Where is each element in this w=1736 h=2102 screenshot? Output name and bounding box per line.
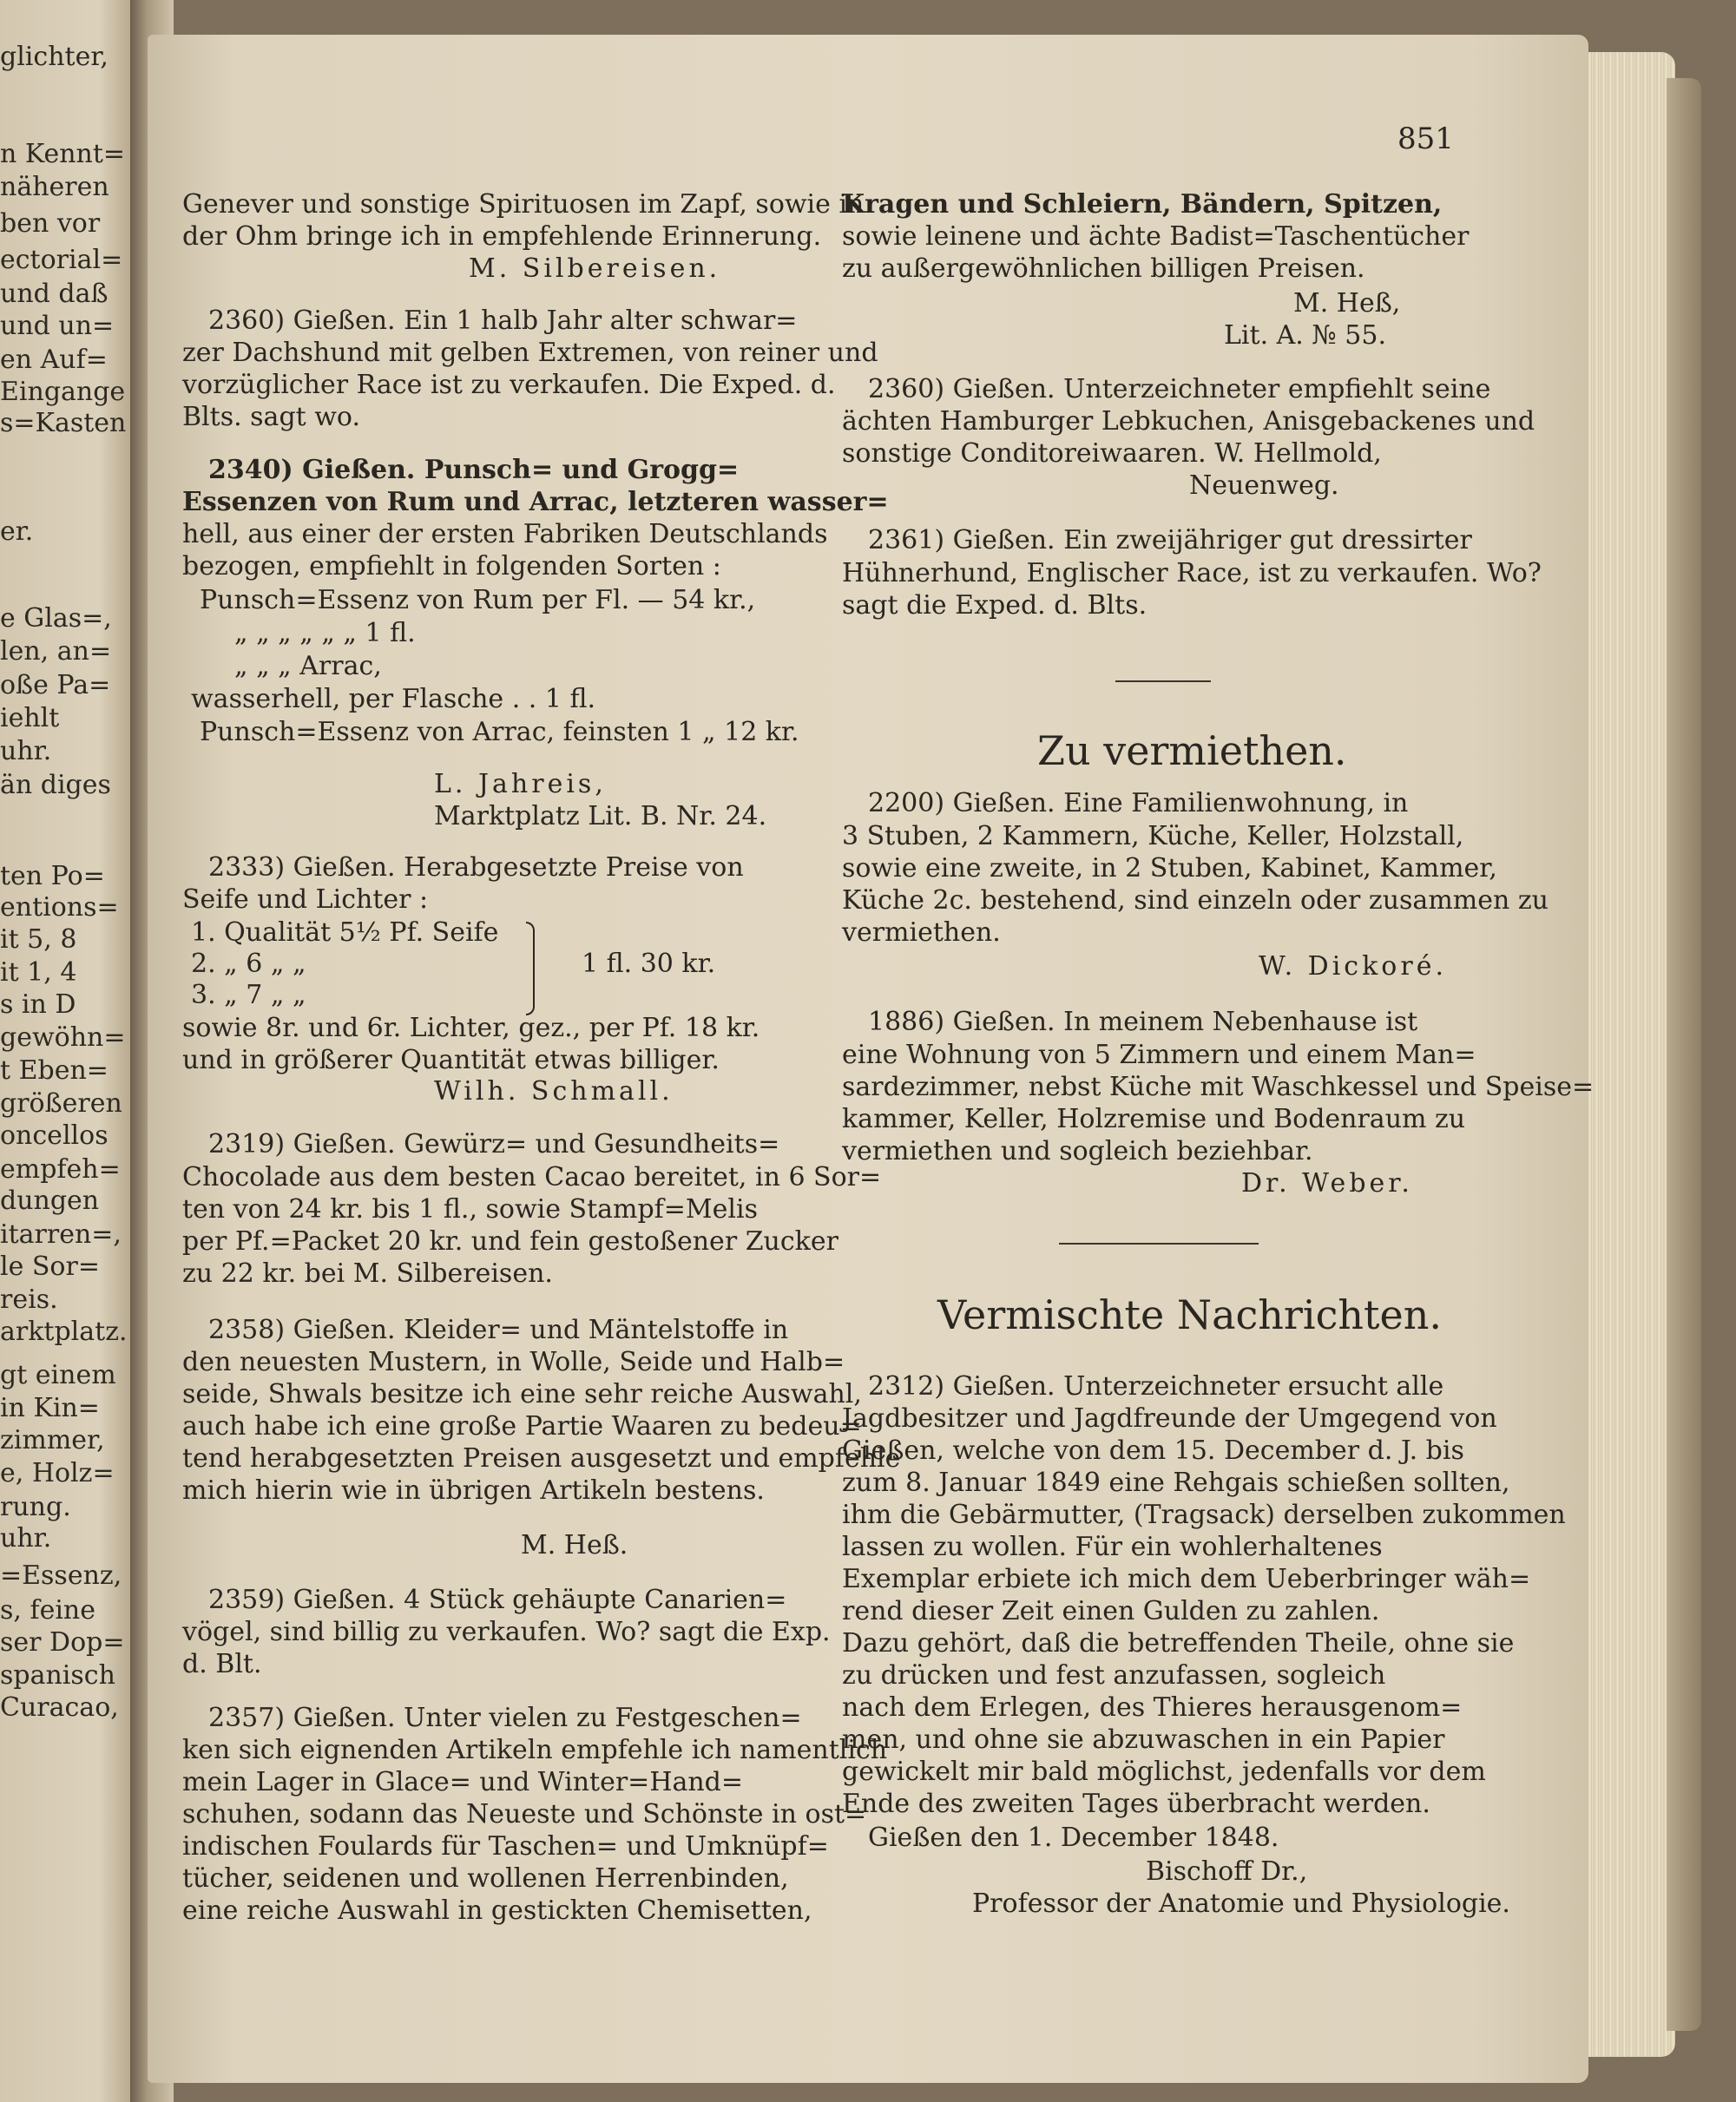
short-divider bbox=[1115, 680, 1211, 682]
col2-text-line: ächten Hamburger Lebkuchen, Anisgebackenes und bbox=[842, 406, 1535, 437]
col1-text-line: 2360) Gießen. Ein 1 halb Jahr alter schwar= bbox=[208, 305, 798, 336]
col1-text-line: und in größerer Quantität etwas billiger. bbox=[182, 1045, 720, 1075]
col2-text-line: nach dem Erlegen, des Thieres herausgenom= bbox=[842, 1692, 1463, 1723]
col2-text-line: Gießen, welche von dem 15. December d. J. bis bbox=[842, 1435, 1464, 1466]
col1-text-line: d. Blt. bbox=[182, 1649, 262, 1679]
col1-text-line: tücher, seidenen und wollenen Herrenbinden, bbox=[182, 1863, 789, 1894]
left-page-fragment: gt einem bbox=[0, 1360, 116, 1390]
price-brace bbox=[526, 922, 535, 1015]
col2-text-line: lassen zu wollen. Für ein wohlerhaltenes bbox=[842, 1532, 1383, 1562]
left-page-fragment: it 5, 8 bbox=[0, 924, 77, 955]
col1-text-line: 2319) Gießen. Gewürz= und Gesundheits= bbox=[208, 1129, 780, 1159]
left-page-fragment: e, Holz= bbox=[0, 1458, 115, 1488]
col2-text-line: sowie eine zweite, in 2 Stuben, Kabinet, Kammer, bbox=[842, 853, 1497, 883]
col1-text-line: Essenzen von Rum und Arrac, letzteren wasser= bbox=[182, 487, 889, 517]
col2-text-line: Hühnerhund, Englischer Race, ist zu verkaufen. Wo? bbox=[842, 558, 1542, 588]
section-heading-zu-vermiethen: Zu vermiethen. bbox=[1037, 727, 1347, 774]
left-page-fragment: ten Po= bbox=[0, 861, 105, 891]
col2-text-line: Dr. Weber. bbox=[1241, 1168, 1413, 1199]
left-page-fragment: ectorial= bbox=[0, 245, 123, 275]
col2-text-line: 1886) Gießen. In meinem Nebenhause ist bbox=[868, 1007, 1418, 1037]
col2-text-line: Küche 2c. bestehend, sind einzeln oder zusammen zu bbox=[842, 885, 1549, 916]
left-page-fragment: oße Pa= bbox=[0, 670, 111, 700]
col1-text-line: mich hierin wie in übrigen Artikeln bestens. bbox=[182, 1475, 765, 1506]
col1-text-line: „ „ „ „ „ „ 1 fl. bbox=[234, 618, 416, 648]
col1-text-line: vorzüglicher Race ist zu verkaufen. Die Exped. d. bbox=[182, 370, 836, 400]
col1-text-line: den neuesten Mustern, in Wolle, Seide und Halb= bbox=[182, 1347, 845, 1377]
col1-text-line: Seife und Lichter : bbox=[182, 884, 429, 915]
col1-text-line: 3. „ 7 „ „ bbox=[191, 980, 306, 1010]
left-page-fragment: e Glas=, bbox=[0, 603, 112, 634]
col1-text-line: 2359) Gießen. 4 Stück gehäupte Canarien= bbox=[208, 1585, 787, 1615]
col1-text-line: 2358) Gießen. Kleider= und Mäntelstoffe in bbox=[208, 1315, 789, 1345]
col1-text-line: tend herabgesetzten Preisen ausgesetzt und empfehle bbox=[182, 1443, 901, 1474]
left-page-fragment: und daß bbox=[0, 279, 108, 309]
col1-text-line: eine reiche Auswahl in gestickten Chemisetten, bbox=[182, 1895, 812, 1926]
left-page-fragment: en Auf= bbox=[0, 345, 108, 375]
left-page-fragment: glichter, bbox=[0, 42, 108, 72]
col2-text-line: Neuenweg. bbox=[1189, 470, 1339, 501]
left-page-fragment: reis. bbox=[0, 1284, 58, 1315]
col1-text-line: sowie 8r. und 6r. Lichter, gez., per Pf. 18 kr. bbox=[182, 1013, 760, 1043]
col1-text-line: „ „ „ Arrac, bbox=[234, 651, 382, 681]
col1-text-line: Punsch=Essenz von Arrac, feinsten 1 „ 12 kr. bbox=[200, 717, 799, 747]
col2-text-line: gewickelt mir bald möglichst, jedenfalls vor dem bbox=[842, 1757, 1486, 1787]
left-page-fragment: er. bbox=[0, 516, 34, 547]
col2-text-line: sardezimmer, nebst Küche mit Waschkessel und Speise= bbox=[842, 1072, 1595, 1102]
col2-text-line: ihm die Gebärmutter, (Tragsack) derselben zukommen bbox=[842, 1500, 1566, 1530]
left-page-fragment: le Sor= bbox=[0, 1251, 100, 1282]
left-page-fragment: len, an= bbox=[0, 636, 112, 667]
left-page-fragment: s, feine bbox=[0, 1595, 95, 1626]
col1-text-line: 1 fl. 30 kr. bbox=[582, 949, 716, 979]
left-page-fragment: Curacao, bbox=[0, 1692, 119, 1723]
col2-text-line: M. Heß, bbox=[1293, 288, 1401, 319]
left-page-fragment: Eingange bbox=[0, 377, 126, 407]
col1-text-line: schuhen, sodann das Neueste und Schönste in ost= bbox=[182, 1799, 867, 1829]
col1-text-line: Punsch=Essenz von Rum per Fl. — 54 kr., bbox=[200, 585, 756, 615]
col1-text-line: L. Jahreis, bbox=[434, 769, 607, 799]
col1-text-line: zu 22 kr. bei M. Silbereisen. bbox=[182, 1258, 553, 1289]
col1-text-line: 2. „ 6 „ „ bbox=[191, 949, 306, 979]
col2-text-line: 2312) Gießen. Unterzeichneter ersucht alle bbox=[868, 1371, 1444, 1402]
col1-text-line: 2357) Gießen. Unter vielen zu Festgeschen= bbox=[208, 1703, 802, 1733]
col2-text-line: vermiethen. bbox=[842, 917, 1001, 948]
left-page-fragment: dungen bbox=[0, 1186, 100, 1216]
left-page-fragment: ben vor bbox=[0, 208, 101, 239]
col1-text-line: M. Silbereisen. bbox=[469, 253, 721, 284]
col2-text-line: Ende des zweiten Tages überbracht werden. bbox=[842, 1789, 1430, 1819]
col2-text-line: 2360) Gießen. Unterzeichneter empfiehlt seine bbox=[868, 374, 1491, 404]
col1-text-line: M. Heß. bbox=[521, 1530, 628, 1560]
col1-text-line: der Ohm bringe ich in empfehlende Erinnerung. bbox=[182, 221, 822, 252]
col1-text-line: 1. Qualität 5½ Pf. Seife bbox=[191, 917, 499, 948]
left-page-fragment: näheren bbox=[0, 172, 109, 202]
col2-text-line: Bischoff Dr., bbox=[1146, 1856, 1308, 1887]
left-page-fragment: in Kin= bbox=[0, 1393, 100, 1423]
left-page-fragment: iehlt bbox=[0, 703, 60, 733]
col2-text-line: zum 8. Januar 1849 eine Rehgais schießen sollten, bbox=[842, 1468, 1510, 1498]
col2-text-line: zu außergewöhnlichen billigen Preisen. bbox=[842, 253, 1365, 284]
col1-text-line: auch habe ich eine große Partie Waaren zu bedeu= bbox=[182, 1411, 862, 1442]
col2-text-line: kammer, Keller, Holzremise und Bodenraum zu bbox=[842, 1104, 1466, 1134]
section-heading-vermischte-nachrichten: Vermischte Nachrichten. bbox=[937, 1291, 1442, 1338]
left-page-fragment: größeren bbox=[0, 1088, 122, 1119]
col1-text-line: Blts. sagt wo. bbox=[182, 402, 360, 432]
col1-text-line: ten von 24 kr. bis 1 fl., sowie Stampf=Melis bbox=[182, 1194, 758, 1225]
left-page-fragment: t Eben= bbox=[0, 1055, 108, 1086]
left-page-fragment: uhr. bbox=[0, 736, 52, 766]
col1-text-line: indischen Foulards für Taschen= und Umknüpf= bbox=[182, 1831, 829, 1862]
book-cover-edge bbox=[1667, 78, 1701, 2031]
col2-text-line: Gießen den 1. December 1848. bbox=[868, 1823, 1279, 1853]
left-page-fragment: rung. bbox=[0, 1492, 71, 1522]
col1-text-line: seide, Shwals besitze ich eine sehr reiche Auswahl, bbox=[182, 1379, 862, 1409]
left-page-fragment: empfeh= bbox=[0, 1154, 121, 1185]
col2-text-line: vermiethen und sogleich beziehbar. bbox=[842, 1136, 1313, 1166]
col1-text-line: mein Lager in Glace= und Winter=Hand= bbox=[182, 1767, 744, 1797]
col1-text-line: zer Dachshund mit gelben Extremen, von reiner und bbox=[182, 338, 878, 368]
left-page-fragment: zimmer, bbox=[0, 1425, 105, 1455]
col2-text-line: Lit. A. № 55. bbox=[1224, 320, 1387, 351]
left-page-fragment: n Kennt= bbox=[0, 139, 126, 169]
col1-text-line: vögel, sind billig zu verkaufen. Wo? sagt die Exp. bbox=[182, 1617, 831, 1647]
left-page-fragment: it 1, 4 bbox=[0, 957, 77, 988]
left-page-fragment: entions= bbox=[0, 892, 119, 923]
col1-text-line: ken sich eignenden Artikeln empfehle ich namentlich bbox=[182, 1735, 888, 1765]
col2-text-line: sagt die Exped. d. Blts. bbox=[842, 590, 1147, 621]
newspaper-page bbox=[148, 35, 1595, 2083]
col1-text-line: 2333) Gießen. Herabgesetzte Preise von bbox=[208, 852, 744, 883]
col2-text-line: 2200) Gießen. Eine Familienwohnung, in bbox=[868, 788, 1409, 818]
left-page-fragment: spanisch bbox=[0, 1660, 115, 1691]
col2-text-line: zu drücken und fest anzufassen, sogleich bbox=[842, 1660, 1386, 1691]
col1-text-line: Marktplatz Lit. B. Nr. 24. bbox=[434, 801, 767, 831]
col2-text-line: W. Dickoré. bbox=[1259, 951, 1447, 982]
col1-text-line: Wilh. Schmall. bbox=[434, 1076, 674, 1107]
col2-text-line: Jagdbesitzer und Jagdfreunde der Umgegend von bbox=[842, 1403, 1497, 1434]
col1-text-line: Genever und sonstige Spirituosen im Zapf, sowie in bbox=[182, 189, 865, 220]
left-page-fragment: =Essenz, bbox=[0, 1560, 122, 1591]
col2-text-line: rend dieser Zeit einen Gulden zu zahlen. bbox=[842, 1596, 1380, 1626]
col2-text-line: Kragen und Schleiern, Bändern, Spitzen, bbox=[842, 189, 1443, 220]
col2-text-line: sonstige Conditoreiwaaren. W. Hellmold, bbox=[842, 438, 1382, 469]
col2-text-line: sowie leinene und ächte Badist=Taschentücher bbox=[842, 221, 1470, 252]
col2-text-line: 2361) Gießen. Ein zweijähriger gut dressirter bbox=[868, 525, 1472, 555]
left-facing-page bbox=[0, 0, 141, 2102]
col1-text-line: bezogen, empfiehlt in folgenden Sorten : bbox=[182, 551, 721, 581]
page-number: 851 bbox=[1397, 122, 1454, 156]
left-page-fragment: gewöhn= bbox=[0, 1022, 126, 1053]
left-page-fragment: än diges bbox=[0, 770, 111, 800]
col2-text-line: Exemplar erbiete ich mich dem Ueberbringer wäh= bbox=[842, 1564, 1531, 1594]
col2-text-line: Dazu gehört, daß die betreffenden Theile, ohne sie bbox=[842, 1628, 1515, 1659]
col2-text-line: 3 Stuben, 2 Kammern, Küche, Keller, Holzstall, bbox=[842, 821, 1464, 851]
col2-text-line: Professor der Anatomie und Physiologie. bbox=[972, 1889, 1510, 1919]
col2-text-line: men, und ohne sie abzuwaschen in ein Papier bbox=[842, 1724, 1445, 1755]
col1-text-line: per Pf.=Packet 20 kr. und fein gestoßener Zucker bbox=[182, 1226, 838, 1257]
col1-text-line: wasserhell, per Flasche . . 1 fl. bbox=[191, 684, 596, 714]
col2-text-line: eine Wohnung von 5 Zimmern und einem Man= bbox=[842, 1040, 1476, 1070]
left-page-fragment: s in D bbox=[0, 989, 76, 1020]
left-page-fragment: oncellos bbox=[0, 1120, 108, 1151]
col1-text-line: 2340) Gießen. Punsch= und Grogg= bbox=[208, 455, 740, 485]
col1-text-line: hell, aus einer der ersten Fabriken Deutschlands bbox=[182, 519, 828, 549]
left-page-fragment: arktplatz. bbox=[0, 1317, 128, 1347]
col1-text-line: Chocolade aus dem besten Cacao bereitet, in 6 Sor= bbox=[182, 1162, 882, 1192]
section-divider bbox=[1059, 1243, 1259, 1245]
left-page-fragment: uhr. bbox=[0, 1523, 52, 1554]
left-page-fragment: s=Kasten bbox=[0, 408, 127, 438]
left-page-fragment: ser Dop= bbox=[0, 1627, 125, 1658]
left-page-fragment: und un= bbox=[0, 311, 115, 341]
left-page-fragment: itarren=, bbox=[0, 1219, 122, 1250]
